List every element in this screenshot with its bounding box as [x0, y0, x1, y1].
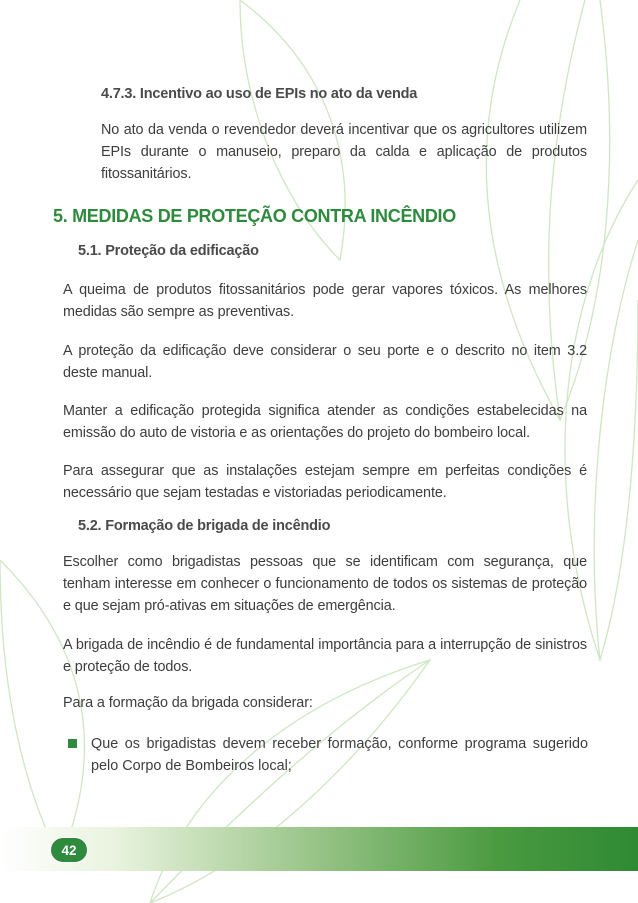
section-5-1-paragraph-4: Para assegurar que as instalações estejam sempre em perfeitas condições é necessário que sejam testadas e vistoriadas periodicamente. — [63, 463, 587, 501]
footer-band — [0, 827, 638, 871]
section-4-7-3-heading: 4.7.3. Incentivo ao uso de EPIs no ato da venda — [101, 86, 418, 102]
square-bullet-icon — [68, 739, 77, 748]
section-5-1-paragraph-2: A proteção da edificação deve considerar o seu porte e o descrito no item 3.2 deste manual. — [63, 343, 587, 381]
section-5-2-paragraph-2: A brigada de incêndio é de fundamental importância para a interrupção de sinistros e proteção de todos. — [63, 637, 587, 675]
section-4-7-3-paragraph: No ato da venda o revendedor deverá incentivar que os agricultores utilizem EPIs durante o manuseio, preparo da calda e aplicação de produtos fitossanitários. — [101, 122, 587, 182]
section-5-2-heading: 5.2. Formação de brigada de incêndio — [78, 518, 331, 534]
section-5-1-paragraph-1: A queima de produtos fitossanitários pode gerar vapores tóxicos. As melhores medidas são sempre as preventivas. — [63, 282, 587, 320]
section-5-1-paragraph-3: Manter a edificação protegida significa atender as condições estabelecidas na emissão do auto de vistoria e as orientações do projeto do bombeiro local. — [63, 403, 587, 441]
section-5-1-heading: 5.1. Proteção da edificação — [78, 243, 259, 259]
bullet-text: Que os brigadistas devem receber formação, conforme programa sugerido pelo Corpo de Bombeiros local; — [91, 736, 588, 774]
section-5-2-paragraph-1: Escolher como brigadistas pessoas que se identificam com segurança, que tenham interesse em conhecer o funcionamento de todos os sistemas de proteção e que sejam pró-ativas em situações de emergência. — [63, 554, 587, 614]
section-5-heading: 5. MEDIDAS DE PROTEÇÃO CONTRA INCÊNDIO — [53, 206, 456, 226]
section-5-2-paragraph-3: Para a formação da brigada considerar: — [63, 695, 313, 711]
page-number-badge: 42 — [50, 837, 88, 863]
